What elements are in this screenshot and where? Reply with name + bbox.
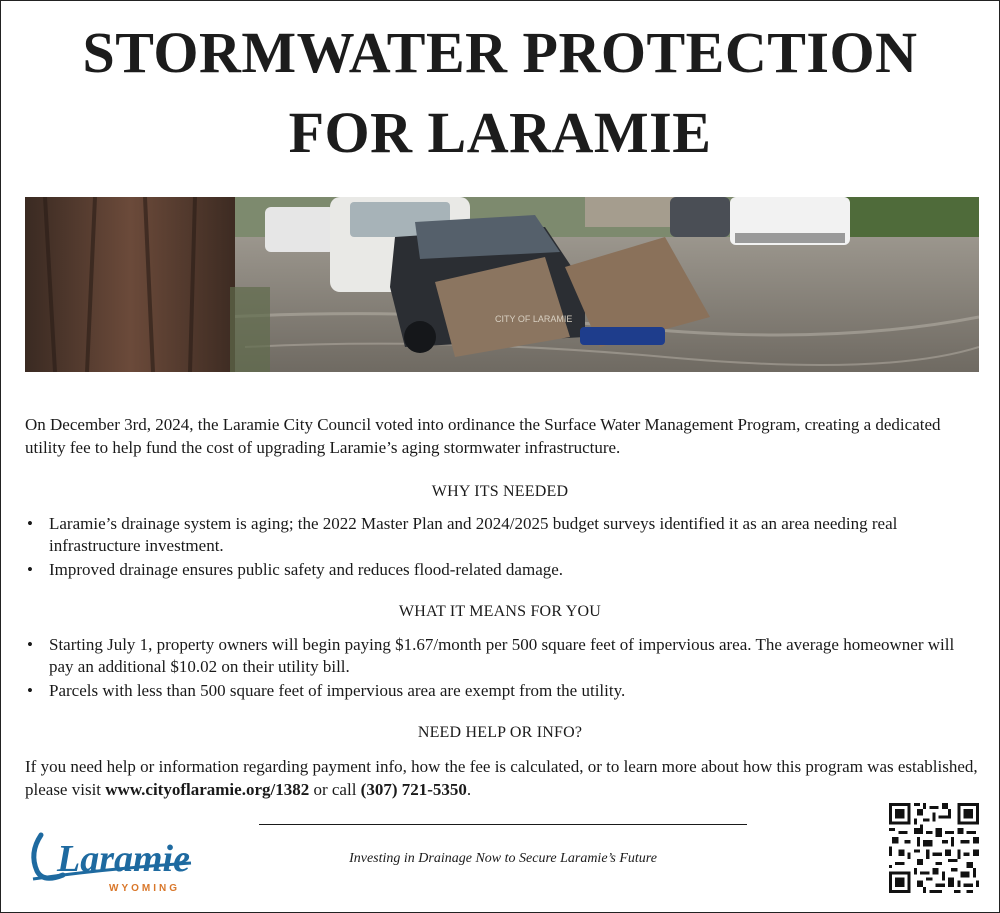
qr-code[interactable] bbox=[889, 803, 979, 893]
flood-photo bbox=[25, 197, 979, 372]
help-heading: NEED HELP OR INFO? bbox=[417, 724, 583, 741]
phone-number[interactable]: (307) 721-5350 bbox=[360, 780, 467, 799]
means-list bbox=[25, 634, 975, 704]
help-text-middle: or call bbox=[309, 780, 361, 799]
laramie-logo bbox=[23, 823, 195, 895]
title-line-1: STORMWATER PROTECTION bbox=[82, 20, 918, 85]
why-list bbox=[25, 513, 975, 583]
help-text: If you need help or information regarding payment info, how the fee is calculated, or to learn more about how this program was established, please visit bbox=[25, 757, 978, 799]
footer-tagline: Investing in Drainage Now to Secure Laramie’s Future bbox=[349, 851, 657, 866]
list-item: • Improved drainage ensures public safety and reduces flood-related damage. bbox=[25, 559, 975, 581]
help-paragraph bbox=[25, 755, 985, 801]
intro-paragraph: On December 3rd, 2024, the Laramie City Council voted into ordinance the Surface Water Management Program, creating a dedicated utility fee to help fund the cost of upgrading Laramie’s aging stormwater infrastructure. bbox=[25, 415, 941, 457]
list-item: • Laramie’s drainage system is aging; the 2022 Master Plan and 2024/2025 budget surveys identified it as an area needing real infrastructure investment. bbox=[25, 513, 975, 557]
bin-label: CITY OF LARAMIE bbox=[495, 314, 573, 324]
help-text-end: . bbox=[466, 780, 472, 799]
logo-word: Laramie bbox=[57, 838, 190, 880]
list-item: • Starting July 1, property owners will begin paying $1.67/month per 500 square feet of impervious area. The average homeowner will pay an additional $10.02 on their utility bill. bbox=[25, 634, 975, 678]
why-heading: WHY ITS NEEDED bbox=[431, 483, 569, 500]
logo-subtitle: WYOMING bbox=[109, 883, 180, 894]
list-item: • Parcels with less than 500 square feet of impervious area are exempt from the utility. bbox=[25, 680, 975, 702]
website-link[interactable]: www.cityoflaramie.org/1382 bbox=[105, 780, 310, 799]
title-line-2: FOR LARAMIE bbox=[288, 100, 712, 165]
footer-divider bbox=[259, 824, 747, 825]
means-heading: WHAT IT MEANS FOR YOU bbox=[398, 603, 602, 620]
